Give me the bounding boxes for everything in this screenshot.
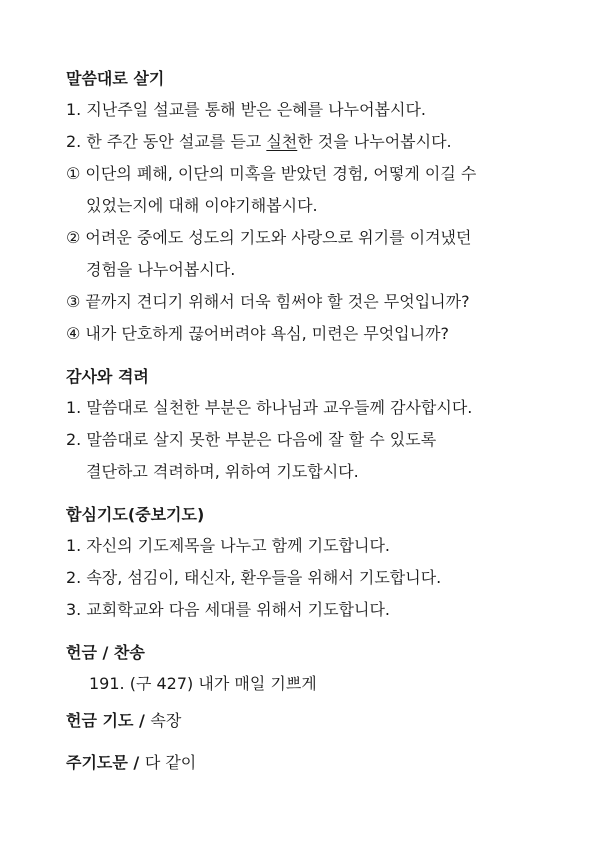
circle-item-2: ② 어려운 중에도 성도의 기도와 사랑으로 위기를 이겨냈던: [66, 228, 472, 247]
offering-slash: /: [96, 643, 114, 662]
living-word-item-2-emphasis: 실천: [266, 132, 298, 151]
circle-item-3: ③ 끝까지 견디기 위해서 더욱 힘써야 할 것은 무엇입니까?: [66, 292, 470, 311]
section-title-offering-prayer: [66, 706, 536, 736]
section-title-offering: [66, 638, 536, 668]
prayer-item-3: 3. 교회학교와 다음 세대를 위해서 기도합니다.: [66, 600, 390, 619]
thanks-item-2-continued: 결단하고 격려하며, 위하여 기도합시다.: [86, 462, 359, 481]
circle-item-1: ① 이단의 폐해, 이단의 미혹을 받았던 경험, 어떻게 이길 수: [66, 164, 477, 183]
circle-item-2-continued: 경험을 나누어봅시다.: [86, 260, 236, 279]
offering-prayer-leader: 속장: [150, 711, 182, 730]
section-title-living-word: 말씀대로 살기: [66, 69, 165, 88]
living-word-item-2-pre: 2. 한 주간 동안 설교를 듣고: [66, 132, 267, 151]
lords-prayer-by: 다 같이: [144, 753, 197, 772]
living-word-item-1: 1. 지난주일 설교를 통해 받은 은혜를 나누어봅시다.: [66, 100, 426, 119]
prayer-item-1: 1. 자신의 기도제목을 나누고 함께 기도합니다.: [66, 536, 390, 555]
section-title-lords-prayer: [66, 748, 536, 778]
section-title-prayer: 합심기도(중보기도): [66, 505, 205, 524]
document-page: [66, 58, 536, 778]
thanks-item-2: 2. 말씀대로 살지 못한 부분은 다음에 잘 할 수 있도록: [66, 430, 437, 449]
offering-hymn: 191. (구 427) 내가 매일 기쁘게: [89, 674, 317, 693]
living-word-item-2-post: 한 것을 나누어봅시다.: [297, 132, 452, 151]
offering-hymn-label: 찬송: [113, 643, 145, 662]
lords-prayer-title: 주기도문: [66, 753, 128, 772]
offering-title: 헌금: [66, 643, 97, 662]
offering-prayer-slash: /: [133, 711, 151, 730]
lords-prayer-slash: /: [127, 753, 145, 772]
circle-item-1-continued: 있었는지에 대해 이야기해봅시다.: [86, 196, 318, 215]
living-word-item-2: [66, 126, 536, 158]
section-title-thanks: 감사와 격려: [66, 367, 149, 386]
offering-prayer-title: 헌금 기도: [66, 711, 134, 730]
thanks-item-1: 1. 말씀대로 실천한 부분은 하나님과 교우들께 감사합시다.: [66, 398, 473, 417]
prayer-item-2: 2. 속장, 섬김이, 태신자, 환우들을 위해서 기도합니다.: [66, 568, 442, 587]
circle-item-4: ④ 내가 단호하게 끊어버려야 욕심, 미련은 무엇입니까?: [66, 324, 450, 343]
